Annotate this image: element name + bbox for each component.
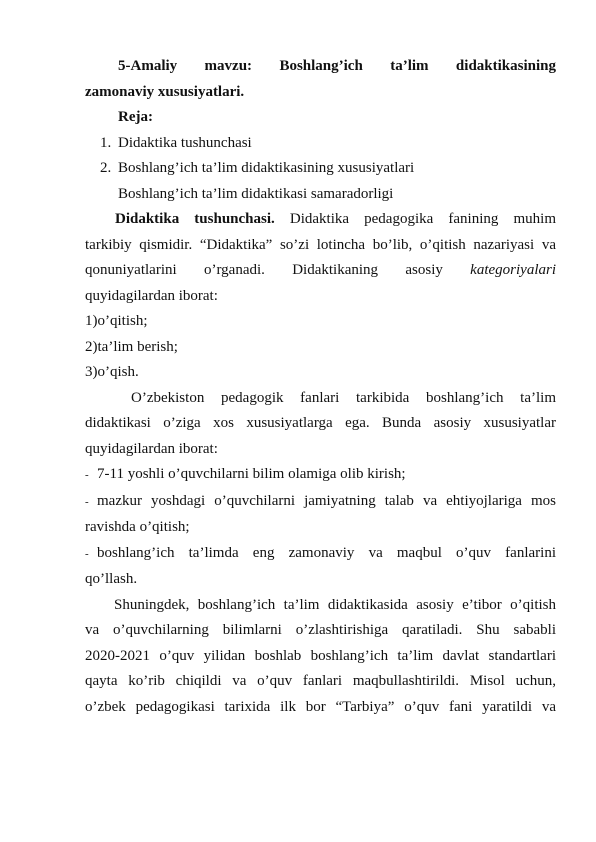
category-item-1: 1)o’qitish; <box>85 313 148 329</box>
section3-line-4: qayta ko’rib chiqildi va o’quv fanlari maqbullashtirildi. Misol uchun, <box>85 673 556 689</box>
section3-line-3: 2020-2021 o’quv yilidan boshlab boshlang’ich ta’lim davlat standartlari <box>85 647 556 664</box>
section2-line-2: didaktikasi o’ziga xos xususiyatlarga ega. Bunda asosiy xususiyatlar <box>85 415 556 431</box>
plan-item-1: 1. Didaktika tushunchasi <box>100 134 252 151</box>
section3-line-1: Shuningdek, boshlang’ich ta’lim didaktikasida asosiy e’tibor o’qitish <box>114 596 556 613</box>
category-item-2: 2)ta’lim berish; <box>85 338 178 355</box>
section1-line-3: qonuniyatlarini o’rganadi. Didaktikaning asosiy kategoriyalari <box>85 262 556 278</box>
bullet-item-1: - 7-11 yoshli o’quvchilarni bilim olamiga olib kirish; <box>85 466 406 482</box>
bullet-item-3: - boshlang’ich ta’limda eng zamonaviy va maqbul o’quv fanlarini <box>85 544 556 561</box>
section3-line-2: va o’quvchilarning bilimlarni o’zlashtirishiga qaratiladi. Shu sababli <box>85 622 556 638</box>
plan-item-2: 2. Boshlang’ich ta’lim didaktikasining xususiyatlari <box>100 160 415 176</box>
title-line-1: 5-Amaliy mavzu: Boshlang’ich ta’lim didaktikasining <box>118 58 556 74</box>
category-item-3: 3)o’qish. <box>85 364 139 380</box>
bullet-item-3-cont: qo’llash. <box>85 571 138 587</box>
bullet-item-2: - mazkur yoshdagi o’quvchilarni jamiyatning talab va ehtiyojlariga mos <box>85 492 556 509</box>
section1-line-1: Didaktika tushunchasi. Didaktika pedagogika fanining muhim <box>115 211 557 227</box>
categories-term: kategoriyalari <box>470 262 556 278</box>
section1-heading: Didaktika tushunchasi. <box>115 211 275 227</box>
bullet-item-2-cont: ravishda o’qitish; <box>85 519 190 535</box>
title-line-2: zamonaviy xususiyatlari. <box>85 83 245 100</box>
document-page <box>85 54 556 720</box>
section1-line-4: quyidagilardan iborat: <box>85 287 218 304</box>
plan-label: Reja: <box>118 109 153 125</box>
section3-line-5: o’zbek pedagogikasi tarixida ilk bor “Tarbiya” o’quv fani yaratildi va <box>85 698 556 715</box>
section2-line-3: quyidagilardan iborat: <box>85 440 218 457</box>
section2-line-1: O’zbekiston pedagogik fanlari tarkibida boshlang’ich ta’lim <box>131 389 556 406</box>
section1-line-2: tarkibiy qismidir. “Didaktika” so’zi lotincha bo’lib, o’qitish nazariyasi va <box>85 236 556 253</box>
plan-item-3: Boshlang’ich ta’lim didaktikasi samaradorligi <box>118 185 394 202</box>
